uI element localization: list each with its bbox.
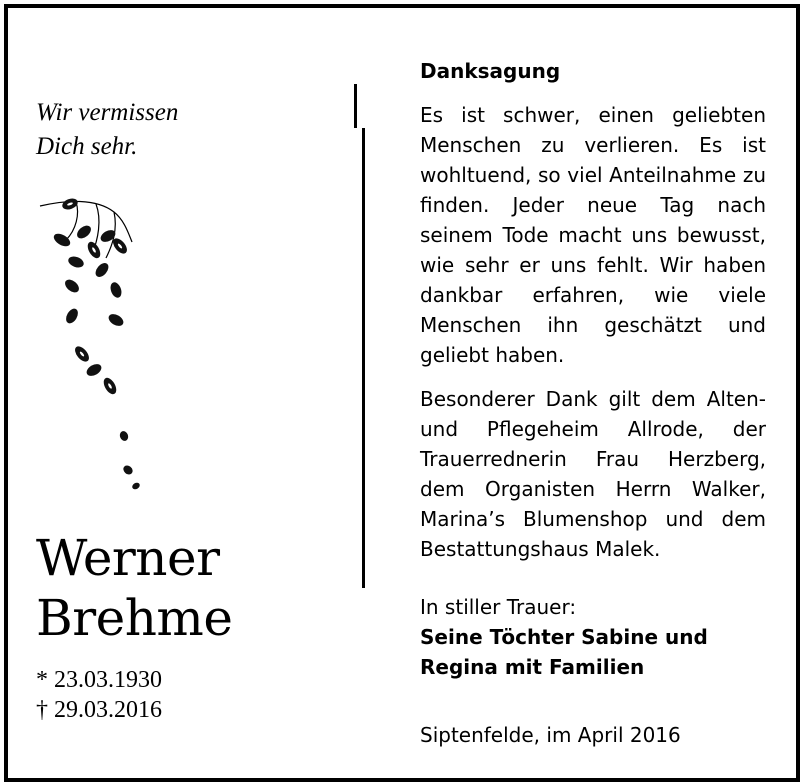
life-dates [36, 665, 162, 725]
signoff-line-2: Regina mit Familien [420, 655, 645, 679]
place-and-date: Siptenfelde, im April 2016 [420, 723, 681, 747]
divider-line-top [354, 84, 357, 128]
motto-line-2: Dich sehr. [36, 133, 138, 160]
acknowledgement-text [420, 56, 766, 750]
signoff-line-1: Seine Töchter Sabine und [420, 625, 708, 649]
death-date: † 29.03.2016 [36, 697, 162, 723]
signoff-intro: In stiller Trauer: [420, 595, 577, 619]
motto [36, 96, 336, 164]
deceased-last-name: Brehme [36, 589, 233, 647]
acknowledgement-paragraph-1: Es ist schwer, einen geliebten Menschen zu verlieren. Es ist wohltuend, so viel Anteilnahme zu finden. Jeder neue Tag nach seinem Tode macht uns bewusst, wie sehr er uns fehlt. Wir haben dankbar erfahren, wie viele Menschen ihn geschätzt und geliebt haben. [420, 103, 766, 367]
acknowledgement-heading: Danksagung [420, 59, 561, 83]
signoff [420, 592, 766, 682]
divider-line-main [362, 128, 365, 588]
motto-line-1: Wir vermissen [36, 99, 179, 126]
deceased-first-name: Werner [36, 529, 220, 587]
falling-leaves-icon [36, 190, 166, 505]
acknowledgement-paragraph-2: Besonderer Dank gilt dem Alten- und Pflegeheim Allrode, der Trauerrednerin Frau Herzberg, dem Organisten Herrn Walker, Marina’s Blumenshop und dem Bestattungshaus Malek. [420, 387, 766, 561]
birth-date: * 23.03.1930 [36, 667, 162, 693]
deceased-name [36, 528, 232, 648]
